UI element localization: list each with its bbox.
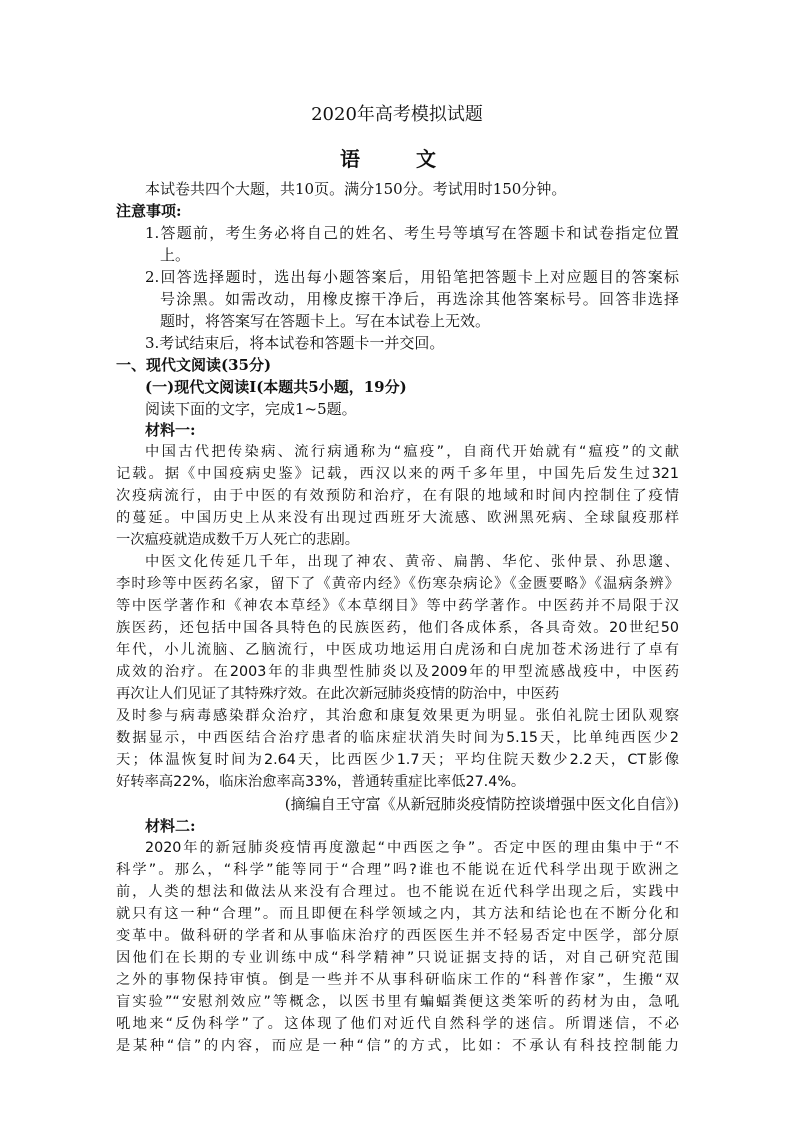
paragraph-line: 族医药，还包括中国各具特色的民族医药，他们各成体系，各具奇效。20世纪50 [116, 620, 679, 636]
notice-heading: 注意事项: [116, 202, 182, 220]
notice-line: 1.答题前，考生务必将自己的姓名、考生号等填写在答题卡和试卷指定位置 [145, 224, 679, 242]
source-citation: (摘编自王守富《从新冠肺炎疫情防控谈增强中医文化自信》) [284, 795, 679, 813]
paragraph-line: 等中医学著作和《神农本草经》《本草纲目》等中药学著作。中医药并不局限于汉 [116, 598, 679, 614]
paragraph-line: 李时珍等中医药名家，留下了《黄帝内经》《伤寒杂病论》《金匮要略》《温病条辨》 [116, 576, 679, 592]
paragraph-line: 年代，小儿流脑、乙脑流行，中医成功地运用白虎汤和白虎加苍术汤进行了卓有 [116, 642, 679, 658]
subsection-heading: (一)现代文阅读Ⅰ(本题共5小题，19分) [145, 378, 407, 396]
paragraph-line: 天；体温恢复时间为2.64天，比西医少1.7天；平均住院天数少2.2天，CT影像 [116, 752, 679, 768]
paragraph-line: 再次让人们见证了其特殊疗效。在此次新冠肺炎疫情的防治中，中医药 [116, 686, 560, 702]
paragraph-line: 次疫病流行，由于中医的有效预防和治疗，在有限的地域和时间内控制住了疫情 [116, 488, 679, 504]
paragraph-line: 的蔓延。中国历史上从来没有出现过西班牙大流感、欧洲黑死病、全球鼠疫那样 [116, 510, 679, 526]
paragraph-line: 2020年的新冠肺炎疫情再度激起“中西医之争”。否定中医的理由集中于“不 [145, 840, 679, 856]
reading-instruction: 阅读下面的文字，完成1~5题。 [145, 400, 357, 418]
section-heading: 一、现代文阅读(35分) [116, 356, 272, 374]
paragraph-line: 盲实验”“安慰剂效应”等概念，以医书里有蝙蝠粪便这类笨听的药材为由，急吼 [116, 994, 679, 1010]
paragraph-line: 一次瘟疫就造成数千万人死亡的悲剧。 [116, 532, 360, 548]
notice-line: 号涂黑。如需改动，用橡皮擦干净后，再选涂其他答案标号。回答非选择 [160, 290, 679, 308]
paragraph-line: 因他们在长期的专业训练中成“科学精神”只说证据支持的话，对自己研究范围 [116, 950, 679, 966]
paragraph-line: 中国古代把传染病、流行病通称为“瘟疫”，自商代开始就有“瘟疫”的文献 [145, 444, 679, 460]
paragraph-line: 科学”。那么，“科学”能等同于“合理”吗?谁也不能说在近代科学出现于欧洲之 [116, 862, 679, 878]
paragraph-line: 前，人类的想法和做法从来没有合理过。也不能说在近代科学出现之后，实践中 [116, 884, 679, 900]
subject-title: 语 文 [340, 147, 454, 171]
paragraph-line: 数据显示，中西医结合治疗患者的临床症状消失时间为5.15天，比单纯西医少2 [116, 730, 679, 746]
paragraph-line: 吼地来“反伪科学”了。这体现了他们对近代自然科学的迷信。所谓迷信，不必 [116, 1016, 679, 1032]
paragraph-line: 就只有这一种“合理”。而且即便在科学领域之内，其方法和结论也在不断分化和 [116, 906, 679, 922]
paragraph-line: 之外的事物保持审慎。倒是一些并不从事科研临床工作的“科普作家”，生搬“双 [116, 972, 679, 988]
notice-line: 上。 [160, 246, 191, 264]
paragraph-line: 记载。据《中国疫病史鉴》记载，西汉以来的两千多年里，中国先后发生过321 [116, 466, 679, 482]
material-label: 材料一: [145, 421, 196, 439]
notice-line: 题时，将答案写在答题卡上。写在本试卷上无效。 [160, 312, 491, 330]
paragraph-line: 好转率高22%，临床治愈率高33%，普通转重症比率低27.4%。 [116, 774, 526, 790]
exam-title: 2020年高考模拟试题 [311, 104, 483, 125]
notice-line: 3.考试结束后，将本试卷和答题卡一并交回。 [145, 334, 445, 352]
paragraph-line: 变革中。做科研的学者和从事临床治疗的西医医生并不轻易否定中医学，部分原 [116, 928, 679, 944]
paragraph-line: 是某种“信”的内容，而应是一种“信”的方式，比如：不承认有科技控制能力 [116, 1038, 679, 1054]
paragraph-line: 中医文化传延几千年，出现了神农、黄帝、扁鹊、华佗、张仲景、孙思邈、 [145, 554, 679, 570]
paragraph-line: 及时参与病毒感染群众治疗，其治愈和康复效果更为明显。张伯礼院士团队观察 [116, 708, 679, 724]
material-label: 材料二: [145, 817, 196, 835]
exam-intro: 本试卷共四个大题，共10页。满分150分。考试用时150分钟。 [145, 180, 567, 198]
notice-line: 2.回答选择题时，选出每小题答案后，用铅笔把答题卡上对应题目的答案标 [145, 268, 679, 286]
paragraph-line: 成效的治疗。在2003年的非典型性肺炎以及2009年的甲型流感战疫中，中医药 [116, 664, 679, 680]
